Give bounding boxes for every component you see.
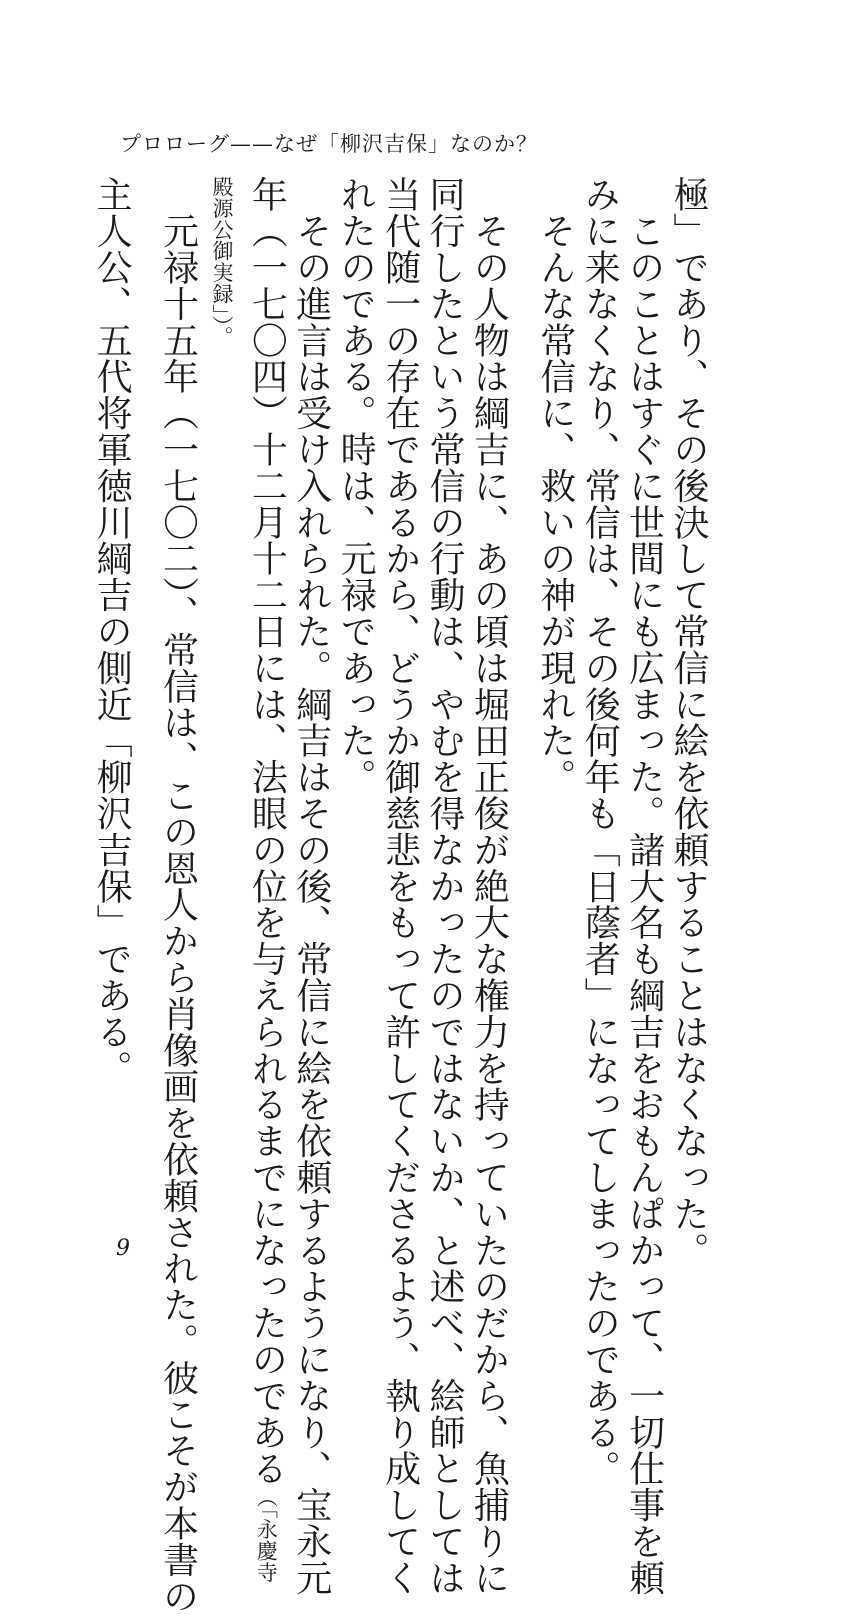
text-column: 当代随一の存在であるから、どうか御慈悲をもって許してくださるよう、執り成してく <box>379 176 421 1596</box>
text-column: このことはすぐに世間にも広まった。諸大名も綱吉をおもんぱかって、一切仕事を頼 <box>623 176 665 1596</box>
body-text <box>89 176 710 1614</box>
source-note: （「永慶寺 <box>254 1486 279 1583</box>
text-column: その進言は受け入れられた。綱吉はその後、常信に絵を依頼するようになり、宝永元 <box>290 176 332 1596</box>
page-number: 9 <box>116 1236 130 1261</box>
text-column: その人物は綱吉に、あの頃は堀田正俊が絶大な権力を持っていたのだから、魚捕りに <box>468 176 510 1596</box>
text-column: 年（一七〇四）十二月十二日には、法眼の位を与えられるまでになったのである <box>246 176 288 1487</box>
running-head: プロローグ——なぜ「柳沢吉保」なのか？ <box>120 132 538 156</box>
text-column: 主人公、五代将軍徳川綱吉の側近「柳沢吉保」である。 <box>91 176 133 1086</box>
source-note-continuation: 殿源公御実録」）。 <box>209 176 234 348</box>
text-column: みに来なくなり、常信は、その後何年も「日蔭者」になってしまったのである。 <box>579 176 621 1487</box>
text-column: れたのである。時は、元禄であった。 <box>335 176 377 795</box>
text-column: 極」であり、その後決して常信に絵を依頼することはなくなった。 <box>668 176 709 1268</box>
text-column: 同行したという常信の行動は、やむを得なかったのではないか、と述べ、絵師としては <box>423 176 465 1596</box>
text-column: そんな常信に、救いの神が現れた。 <box>534 176 576 795</box>
text-column: 元禄十五年（一七〇二）、常信は、この恩人から肖像画を依頼された。彼こそが本書の <box>157 176 199 1614</box>
text-column-with-note <box>244 176 288 1583</box>
